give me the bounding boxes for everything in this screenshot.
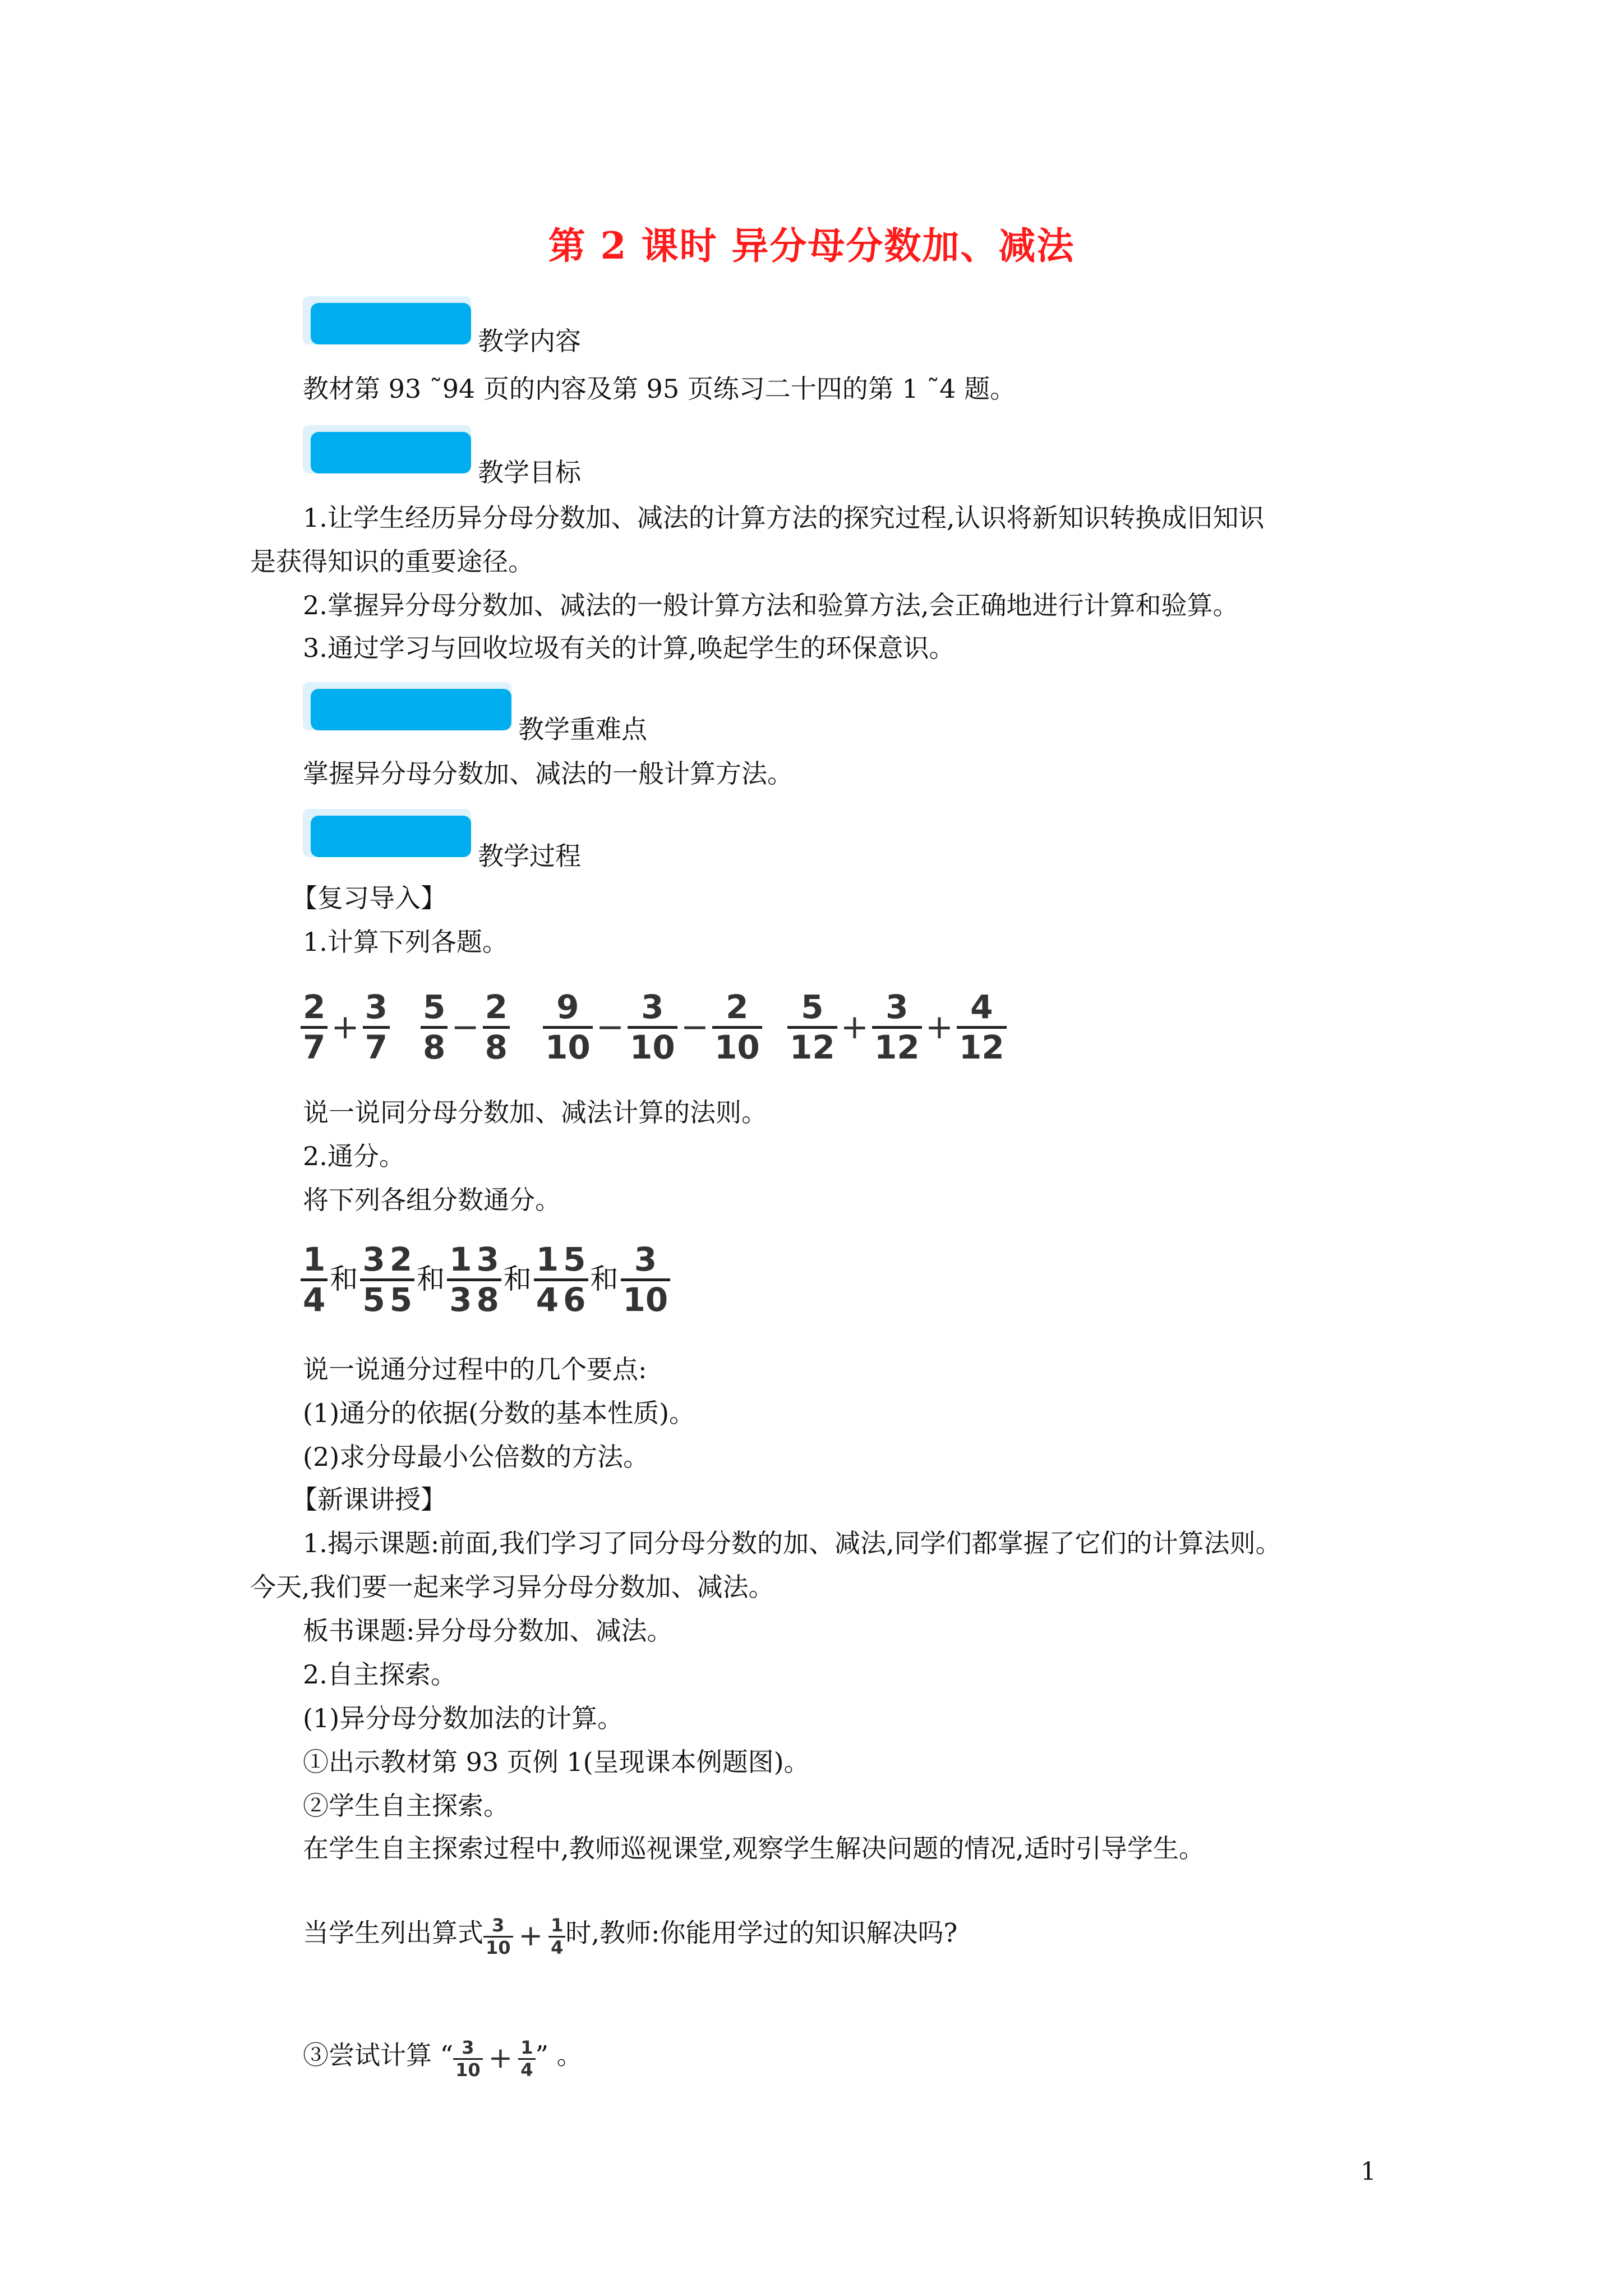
board-title: 板书课题:异分母分数加、减法。: [303, 1616, 673, 1646]
step-1: ①出示教材第 93 页例 1(呈现课本例题图)。: [303, 1747, 810, 1777]
section-badge-key-points: [303, 682, 511, 730]
section-badge-goals: [303, 425, 471, 473]
new-item-2: 2.自主探索。: [303, 1659, 457, 1690]
teacher-question: 当学生列出算式 $\frac{3}{10}$ + $\frac{1}{4}$ 时,教师:你能用学过的知识解决吗?: [303, 1915, 958, 1958]
fraction-expression-1: $\frac{2}{7}$ + $\frac{3}{7}$: [301, 988, 390, 1066]
content-text: 教材第 93 ˜94 页的内容及第 95 页练习二十四的第 1 ˜4 题。: [303, 374, 1016, 404]
step-2: ②学生自主探索。: [303, 1791, 509, 1821]
new-item-1-line-1: 1.揭示课题:前面,我们学习了同分母分数的加、减法,同学们都掌握了它们的计算法则。: [303, 1528, 1281, 1558]
fraction-expression-4: $\frac{5}{12}$ + $\frac{3}{12}$ + $\frac{4}{12}$: [787, 988, 1007, 1066]
review-rule: 说一说同分母分数加、减法计算的法则。: [303, 1097, 767, 1128]
fraction-expression-2: $\frac{5}{8}$ − $\frac{2}{8}$: [421, 988, 510, 1066]
page-number: 1: [1361, 2157, 1376, 2186]
page-title: 第 2 课时 异分母分数加、减法: [548, 224, 1075, 268]
review-header: 【复习导入】: [292, 883, 446, 913]
points-intro: 说一说通分过程中的几个要点:: [303, 1354, 647, 1384]
fraction-expression-3: $\frac{9}{10}$ − $\frac{3}{10}$ − $\frac{2}{10}$: [543, 988, 762, 1066]
tongfen-groups: $\frac{1}{4}$ 和 $\frac{3}{5}$ $\frac{2}{5}$ 和 $\frac{1}{3}$ $\frac{3}{8}$ 和 $\frac{1}{4}$ $\frac{5}{6}$ 和 $\frac{3}{10}$: [301, 1241, 670, 1318]
sub-item-1: (1)异分母分数加法的计算。: [303, 1703, 624, 1733]
section-label-process: 教学过程: [478, 841, 581, 871]
review-item-1: 1.计算下列各题。: [303, 927, 508, 957]
step-3: ③尝试计算 “ $\frac{3}{10}$ + $\frac{1}{4}$ ” 。: [303, 2037, 583, 2081]
section-badge-process: [303, 809, 471, 857]
review-item-2-task: 将下列各组分数通分。: [303, 1185, 561, 1215]
review-item-2: 2.通分。: [303, 1141, 405, 1171]
key-points-text: 掌握异分母分数加、减法的一般计算方法。: [303, 758, 793, 789]
step-2-text: 在学生自主探索过程中,教师巡视课堂,观察学生解决问题的情况,适时引导学生。: [303, 1833, 1205, 1864]
new-item-1-line-2: 今天,我们要一起来学习异分母分数加、减法。: [250, 1572, 774, 1602]
section-label-content: 教学内容: [478, 326, 581, 356]
goal-1-line-1: 1.让学生经历异分母分数加、减法的计算方法的探究过程,认识将新知识转换成旧知识: [303, 503, 1265, 533]
goal-3: 3.通过学习与回收垃圾有关的计算,唤起学生的环保意识。: [303, 633, 955, 663]
section-label-key-points: 教学重难点: [518, 714, 647, 744]
section-badge-content: [303, 296, 471, 344]
goal-1-line-2: 是获得知识的重要途径。: [250, 546, 534, 577]
new-lesson-header: 【新课讲授】: [292, 1484, 446, 1515]
section-label-goals: 教学目标: [478, 457, 581, 487]
goal-2: 2.掌握异分母分数加、减法的一般计算方法和验算方法,会正确地进行计算和验算。: [303, 590, 1239, 620]
point-1: (1)通分的依据(分数的基本性质)。: [303, 1398, 695, 1428]
point-2: (2)求分母最小公倍数的方法。: [303, 1442, 649, 1472]
